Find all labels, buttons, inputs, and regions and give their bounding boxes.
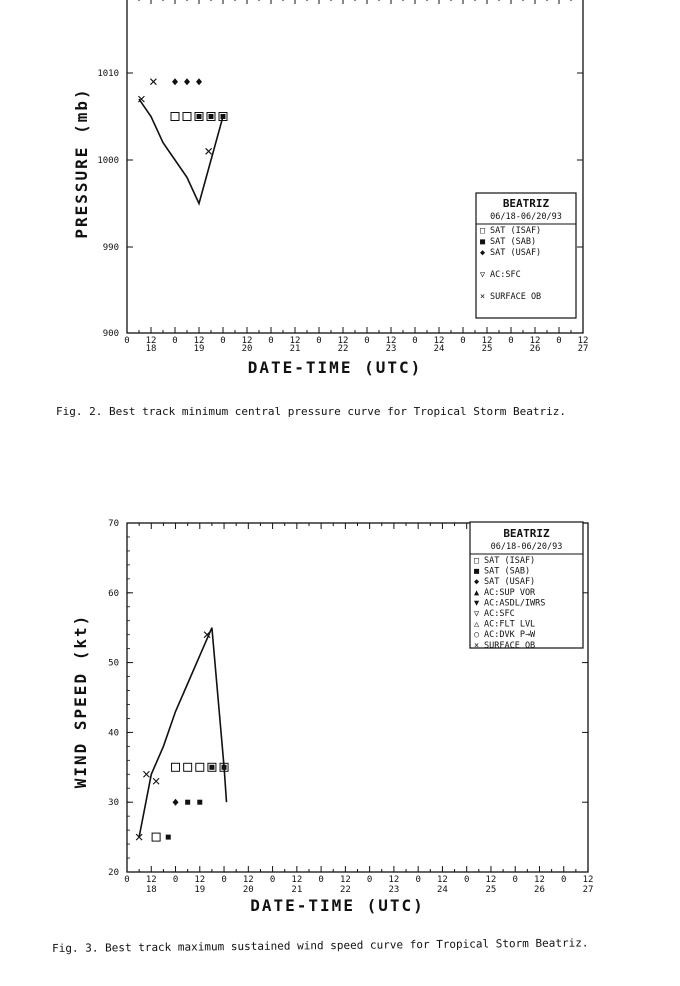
pressure-date-label: 26 xyxy=(529,344,541,354)
pressure-legend-symbol: ■ xyxy=(480,237,486,247)
pressure-usaf-marker xyxy=(184,78,190,85)
pressure-date-label: 25 xyxy=(481,344,493,354)
pressure-x-tick-label: 0 xyxy=(172,336,178,346)
wind-x-tick-label: 12 xyxy=(291,875,303,885)
pressure-x-tick-label: 0 xyxy=(124,336,130,346)
wind-y-tick-label: 20 xyxy=(108,868,119,878)
wind-sab-marker xyxy=(209,765,214,770)
pressure-isaf-marker xyxy=(183,113,191,121)
wind-speed-chart xyxy=(0,505,680,915)
wind-x-tick-label: 12 xyxy=(194,875,206,885)
wind-x-tick-label: 0 xyxy=(366,875,373,885)
wind-sab-marker xyxy=(197,800,202,805)
pressure-legend-label: SAT (ISAF) xyxy=(490,226,542,236)
wind-y-tick-label: 50 xyxy=(108,658,119,669)
wind-x-axis-label: DATE-TIME (UTC) xyxy=(250,896,425,915)
pressure-y-tick-label: 1010 xyxy=(97,69,119,79)
wind-date-label: 25 xyxy=(485,885,497,895)
pressure-y-tick-label: 900 xyxy=(102,329,119,339)
pressure-legend-subtitle: 06/18-06/20/93 xyxy=(490,212,562,222)
pressure-legend-label: AC:SFC xyxy=(490,270,521,280)
wind-x-tick-label: 12 xyxy=(388,875,400,885)
wind-x-tick-label: 0 xyxy=(561,875,567,885)
pressure-sab-marker xyxy=(221,114,226,119)
wind-legend-title: BEATRIZ xyxy=(503,527,550,540)
pressure-x-tick-label: 0 xyxy=(220,336,226,346)
wind-isaf-marker xyxy=(184,763,192,771)
pressure-x-tick-label: 12 xyxy=(385,336,397,346)
pressure-legend-symbol: ◆ xyxy=(480,248,486,258)
wind-legend-symbol: △ xyxy=(474,619,480,630)
wind-x-tick-label: 12 xyxy=(339,875,351,885)
pressure-x-tick-label: 0 xyxy=(364,336,370,346)
wind-legend xyxy=(470,522,583,651)
pressure-x-tick-label: 0 xyxy=(556,336,562,346)
wind-legend-label: SAT (USAF) xyxy=(484,577,536,588)
pressure-usaf-marker xyxy=(172,78,178,85)
wind-date-label: 20 xyxy=(242,885,254,895)
pressure-date-label: 22 xyxy=(337,344,349,354)
wind-date-label: 19 xyxy=(194,885,206,895)
pressure-x-tick-label: 12 xyxy=(241,336,253,346)
pressure-date-label: 24 xyxy=(433,344,445,354)
wind-x-tick-label: 0 xyxy=(124,875,130,885)
figure-2-caption: Fig. 2. Best track minimum central pressure curve for Tropical Storm Beatriz. xyxy=(56,405,566,418)
wind-surface-ob-marker xyxy=(153,778,159,784)
pressure-chart xyxy=(0,0,680,400)
wind-x-tick-label: 0 xyxy=(463,875,470,885)
wind-date-label: 21 xyxy=(291,885,303,895)
figure-3-caption: Fig. 3. Best track maximum sustained wind speed curve for Tropical Storm Beatriz. xyxy=(52,936,589,955)
wind-date-label: 18 xyxy=(145,885,157,895)
wind-legend-subtitle: 06/18-06/20/93 xyxy=(490,542,563,552)
pressure-date-label: 21 xyxy=(289,344,301,354)
wind-y-tick-label: 60 xyxy=(108,588,119,599)
pressure-sab-marker xyxy=(197,114,202,119)
pressure-x-tick-label: 0 xyxy=(412,336,418,346)
pressure-date-label: 20 xyxy=(241,344,253,354)
pressure-y-tick-label: 1000 xyxy=(97,156,119,166)
wind-x-tick-label: 12 xyxy=(485,875,497,885)
pressure-date-label: 18 xyxy=(145,344,157,354)
pressure-x-tick-label: 12 xyxy=(433,336,445,346)
wind-usaf-marker xyxy=(173,799,179,806)
wind-x-tick-label: 0 xyxy=(172,875,179,885)
pressure-usaf-marker xyxy=(196,78,202,85)
wind-legend-symbol: ◆ xyxy=(474,577,480,588)
wind-x-tick-label: 0 xyxy=(512,875,518,885)
wind-x-tick-label: 12 xyxy=(145,875,157,885)
wind-date-label: 22 xyxy=(339,885,351,895)
wind-legend-symbol: × xyxy=(474,640,480,651)
pressure-x-tick-label: 12 xyxy=(577,336,589,346)
wind-x-tick-label: 12 xyxy=(436,875,448,885)
pressure-x-tick-label: 12 xyxy=(337,336,349,346)
wind-best-track-line xyxy=(139,628,226,837)
pressure-x-tick-label: 0 xyxy=(268,336,274,346)
wind-date-label: 24 xyxy=(436,885,448,895)
pressure-legend-symbol: □ xyxy=(480,226,486,236)
wind-date-label: 27 xyxy=(582,885,594,895)
wind-isaf-marker xyxy=(152,833,160,841)
pressure-x-axis-label: DATE-TIME (UTC) xyxy=(247,358,423,377)
pressure-x-tick-label: 12 xyxy=(529,336,541,346)
wind-legend-symbol: □ xyxy=(474,556,480,566)
wind-date-label: 26 xyxy=(534,885,545,895)
wind-x-tick-label: 12 xyxy=(582,875,594,885)
pressure-surface-ob-marker xyxy=(150,79,156,85)
wind-y-tick-label: 70 xyxy=(108,519,119,529)
wind-y-tick-label: 40 xyxy=(108,728,119,739)
pressure-date-label: 23 xyxy=(385,344,397,354)
wind-isaf-marker xyxy=(196,763,204,771)
pressure-legend-symbol: × xyxy=(480,292,486,302)
wind-surface-ob-marker xyxy=(143,771,149,777)
wind-legend-label: SAT (SAB) xyxy=(484,566,531,577)
wind-y-tick-label: 30 xyxy=(108,798,119,809)
pressure-legend-title: BEATRIZ xyxy=(502,197,550,210)
pressure-x-tick-label: 12 xyxy=(289,336,301,346)
pressure-x-tick-label: 0 xyxy=(316,336,322,346)
wind-x-tick-label: 0 xyxy=(415,875,421,885)
wind-legend-label: AC:ASDL/IWRS xyxy=(484,598,546,609)
pressure-surface-ob-marker xyxy=(206,148,212,154)
pressure-legend-symbol: ▽ xyxy=(480,270,486,280)
pressure-sab-marker xyxy=(209,114,214,119)
pressure-x-tick-label: 0 xyxy=(460,336,466,346)
wind-legend-label: AC:SUP VOR xyxy=(484,587,536,598)
wind-legend-symbol: ▽ xyxy=(474,609,480,619)
pressure-legend xyxy=(476,193,576,318)
pressure-legend-label: SAT (USAF) xyxy=(490,248,542,258)
wind-date-label: 23 xyxy=(388,885,400,895)
wind-legend-symbol: ▼ xyxy=(474,598,480,609)
pressure-x-tick-label: 12 xyxy=(481,336,493,346)
wind-legend-symbol: ▲ xyxy=(474,587,480,598)
pressure-x-tick-label: 12 xyxy=(145,336,157,346)
wind-sab-marker xyxy=(222,765,227,770)
wind-sab-marker xyxy=(185,800,190,805)
wind-y-axis-label: WIND SPEED (kt) xyxy=(71,613,90,789)
wind-legend-symbol: ■ xyxy=(474,566,480,577)
wind-legend-label: AC:FLT LVL xyxy=(484,619,536,630)
pressure-y-tick-label: 990 xyxy=(102,243,119,253)
wind-x-tick-label: 0 xyxy=(318,875,324,885)
pressure-x-tick-label: 0 xyxy=(508,336,514,346)
wind-x-tick-label: 12 xyxy=(534,875,545,885)
wind-legend-label: SURFACE OB xyxy=(484,640,536,651)
wind-legend-symbol: ○ xyxy=(474,630,480,641)
pressure-y-axis-label: PRESSURE (mb) xyxy=(72,87,91,239)
pressure-x-tick-label: 12 xyxy=(193,336,205,346)
pressure-isaf-marker xyxy=(171,113,179,121)
wind-x-tick-label: 0 xyxy=(269,875,276,885)
pressure-legend-label: SAT (SAB) xyxy=(490,237,537,247)
wind-legend-label: AC:SFC xyxy=(484,609,515,619)
wind-legend-label: AC:DVK P→W xyxy=(484,630,536,641)
wind-legend-label: SAT (ISAF) xyxy=(484,556,536,566)
pressure-legend-label: SURFACE OB xyxy=(490,292,542,302)
pressure-date-label: 27 xyxy=(577,344,589,354)
wind-x-tick-label: 0 xyxy=(221,875,227,885)
wind-x-tick-label: 12 xyxy=(242,875,254,885)
wind-sab-marker xyxy=(166,835,171,840)
wind-isaf-marker xyxy=(172,763,180,771)
pressure-date-label: 19 xyxy=(193,344,205,354)
